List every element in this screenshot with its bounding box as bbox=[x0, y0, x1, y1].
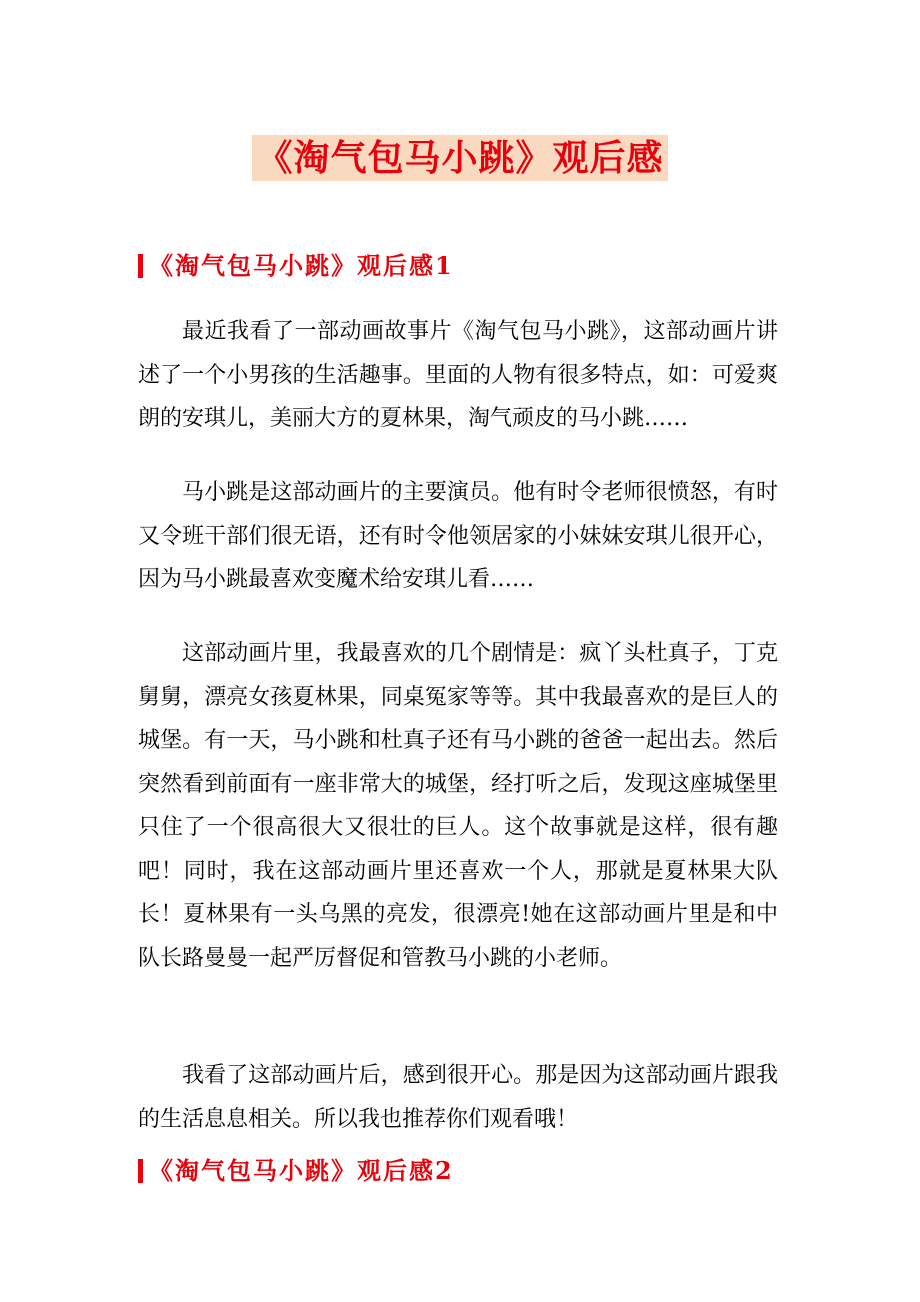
paragraph: 马小跳是这部动画片的主要演员。他有时令老师很愤怒，有时又令班干部们很无语，还有时令他领居家的小妹妹安琪儿很开心，因为马小跳最喜欢变魔术给安琪儿看…… bbox=[138, 480, 778, 592]
heading-marker bbox=[138, 1159, 143, 1183]
section-heading-text: 《淘气包马小跳》观后感1 bbox=[149, 251, 454, 280]
section-heading-1 bbox=[138, 250, 454, 282]
heading-marker bbox=[138, 254, 143, 278]
document-title: 《淘气包马小跳》观后感 bbox=[252, 135, 667, 181]
section-heading-2 bbox=[138, 1155, 454, 1187]
title-container bbox=[0, 135, 920, 181]
paragraph: 最近我看了一部动画故事片《淘气包马小跳》，这部动画片讲述了一个小男孩的生活趣事。里面的人物有很多特点，如：可爱爽朗的安琪儿，美丽大方的夏林果，淘气顽皮的马小跳…… bbox=[138, 319, 778, 431]
section-heading-text: 《淘气包马小跳》观后感2 bbox=[149, 1156, 454, 1185]
paragraph: 这部动画片里，我最喜欢的几个剧情是：疯丫头杜真子，丁克舅舅，漂亮女孩夏林果，同桌冤家等等。其中我最喜欢的是巨人的城堡。有一天，马小跳和杜真子还有马小跳的爸爸一起出去。然后突然看到前面有一座非常大的城堡，经打听之后，发现这座城堡里只住了一个很高很大又很壮的巨人。这个故事就是这样，很有趣吧！同时，我在这部动画片里还喜欢一个人，那就是夏林果大队长！夏林果有一头乌黑的亮发，很漂亮!她在这部动画片里是和中队长路曼曼一起严厉督促和管教马小跳的小老师。 bbox=[138, 641, 778, 971]
paragraph: 我看了这部动画片后，感到很开心。那是因为这部动画片跟我的生活息息相关。所以我也推荐你们观看哦！ bbox=[138, 1063, 778, 1132]
